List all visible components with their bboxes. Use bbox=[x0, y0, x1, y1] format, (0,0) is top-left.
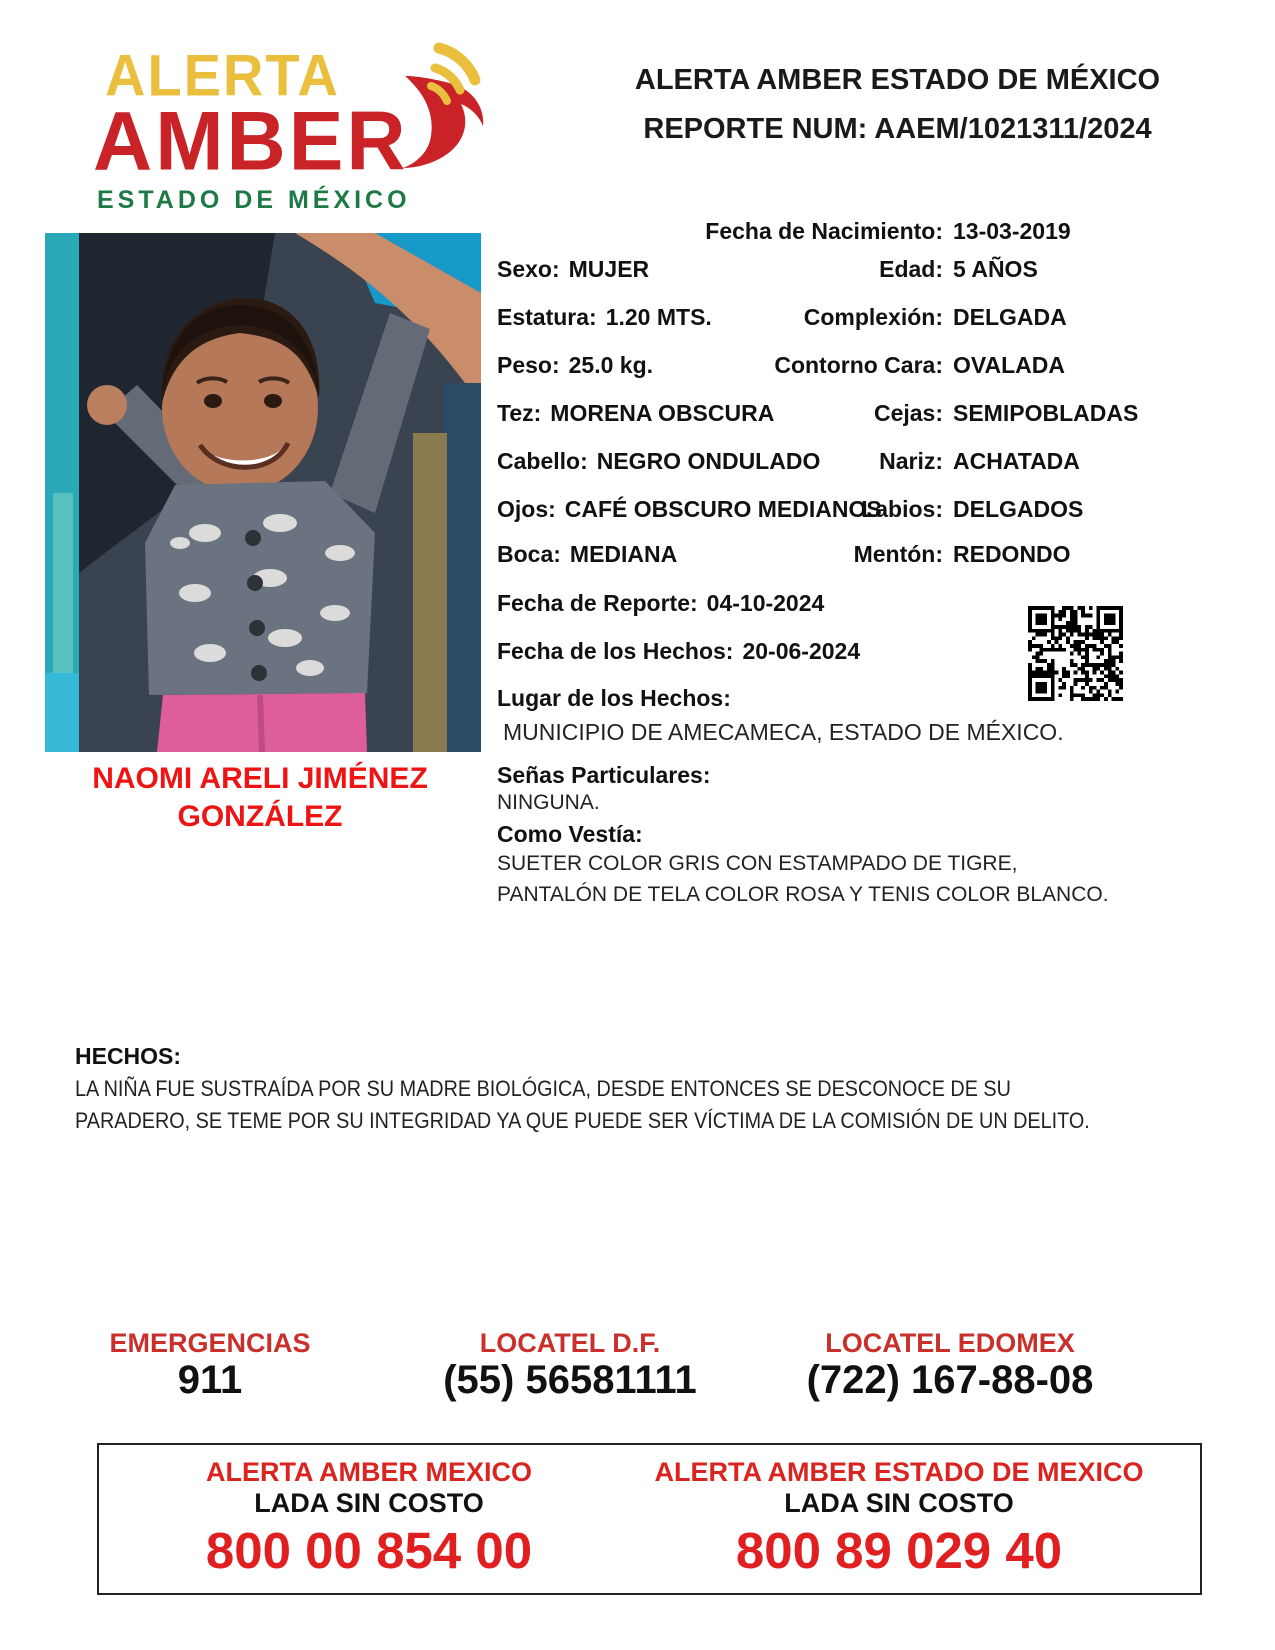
report-title: ALERTA AMBER ESTADO DE MÉXICO bbox=[634, 64, 1161, 96]
contact-label: LOCATEL EDOMEX bbox=[825, 1328, 1075, 1358]
field-value: NEGRO ONDULADO bbox=[596, 448, 821, 474]
field-label: Cejas: bbox=[873, 400, 943, 426]
senas-label: Señas Particulares: bbox=[497, 762, 711, 788]
vestia-value: SUETER COLOR GRIS CON ESTAMPADO DE TIGRE, PANTALÓN DE TELA COLOR ROSA Y TENIS COLOR BLANCO. bbox=[497, 852, 1109, 906]
field-label: Labios: bbox=[861, 496, 943, 522]
contact-emergencias bbox=[70, 1328, 350, 1402]
field-value: DELGADOS bbox=[953, 496, 1084, 522]
contact-number: (722) 167-88-08 bbox=[806, 1358, 1094, 1402]
lugar-label: Lugar de los Hechos: bbox=[497, 685, 731, 711]
field-label: Edad: bbox=[879, 256, 943, 282]
logo-word-alerta: ALERTA bbox=[105, 41, 340, 108]
field-value: CAFÉ OBSCURO MEDIANOS bbox=[564, 496, 882, 522]
field-value: 5 AÑOS bbox=[953, 256, 1038, 282]
hotline-subtitle: LADA SIN COSTO bbox=[254, 1488, 484, 1518]
info-row-cabello-nariz bbox=[497, 448, 1177, 475]
hotline-subtitle: LADA SIN COSTO bbox=[784, 1488, 1014, 1518]
field-label: Contorno Cara: bbox=[774, 352, 943, 378]
info-row-ojos-labios bbox=[497, 496, 1177, 523]
vestia-label: Como Vestía: bbox=[497, 821, 643, 847]
field-value: ACHATADA bbox=[953, 448, 1080, 474]
contact-number: (55) 56581111 bbox=[443, 1358, 697, 1402]
report-number: REPORTE NUM: AAEM/1021311/2024 bbox=[643, 113, 1152, 145]
info-row-peso-contorno bbox=[497, 352, 1177, 379]
contact-locatel-df bbox=[400, 1328, 740, 1402]
hechos-label: HECHOS: bbox=[75, 1043, 182, 1069]
field-value: SEMIPOBLADAS bbox=[953, 400, 1139, 426]
report-header bbox=[615, 56, 1180, 154]
hotline-title: ALERTA AMBER MEXICO bbox=[206, 1457, 532, 1487]
subject-name: NAOMI ARELI JIMÉNEZ GONZÁLEZ bbox=[92, 762, 428, 833]
qr-code bbox=[1028, 606, 1123, 701]
field-value: OVALADA bbox=[953, 352, 1066, 378]
field-value: DELGADA bbox=[953, 304, 1067, 330]
info-row-tez-cejas bbox=[497, 400, 1177, 427]
hotline-number: 800 89 029 40 bbox=[735, 1522, 1063, 1579]
hotline-number: 800 00 854 00 bbox=[205, 1522, 533, 1579]
alerta-amber-logo bbox=[85, 38, 485, 220]
field-label: Cabello: bbox=[497, 448, 588, 474]
field-value: 13-03-2019 bbox=[953, 218, 1071, 244]
contact-label: EMERGENCIAS bbox=[109, 1328, 311, 1358]
hotline-box bbox=[97, 1443, 1202, 1595]
info-row-nacimiento bbox=[497, 218, 1177, 245]
field-value: 04-10-2024 bbox=[706, 590, 825, 616]
field-label: Fecha de los Hechos: bbox=[497, 638, 734, 664]
field-label: Fecha de Reporte: bbox=[497, 590, 698, 616]
senas-value: NINGUNA. bbox=[497, 791, 600, 814]
field-label: Complexión: bbox=[803, 304, 943, 330]
logo-swoosh-icon bbox=[343, 38, 493, 188]
field-label: Peso: bbox=[497, 352, 560, 378]
field-value: 20-06-2024 bbox=[742, 638, 861, 664]
child-photo bbox=[45, 233, 481, 752]
field-value: 1.20 MTS. bbox=[605, 304, 712, 330]
hotline-title: ALERTA AMBER ESTADO DE MEXICO bbox=[654, 1457, 1144, 1487]
field-label: Sexo: bbox=[497, 256, 560, 282]
field-label: Mentón: bbox=[853, 541, 943, 567]
field-value: 25.0 kg. bbox=[568, 352, 654, 378]
hotline-amber-edomex bbox=[619, 1457, 1179, 1579]
field-value: MORENA OBSCURA bbox=[550, 400, 775, 426]
hotline-amber-mexico bbox=[129, 1457, 609, 1579]
contact-number: 911 bbox=[177, 1358, 243, 1402]
logo-word-estado: ESTADO DE MÉXICO bbox=[97, 186, 411, 214]
field-value: REDONDO bbox=[953, 541, 1071, 567]
lugar-value: MUNICIPIO DE AMECAMECA, ESTADO DE MÉXICO. bbox=[503, 719, 1064, 745]
info-row-sexo-edad bbox=[497, 256, 1177, 283]
logo-word-amber: AMBER bbox=[93, 94, 409, 188]
field-value: MUJER bbox=[568, 256, 650, 282]
info-row-estatura-complexion bbox=[497, 304, 1177, 331]
field-value: MEDIANA bbox=[569, 541, 678, 567]
field-label: Nariz: bbox=[879, 448, 943, 474]
field-label: Ojos: bbox=[497, 496, 556, 522]
field-label: Estatura: bbox=[497, 304, 597, 330]
field-label: Tez: bbox=[497, 400, 542, 426]
field-label: Boca: bbox=[497, 541, 561, 567]
hechos-text: LA NIÑA FUE SUSTRAÍDA POR SU MADRE BIOLÓGICA, DESDE ENTONCES SE DESCONOCE DE SU PARADERO, SE TEME POR SU INTEGRIDAD YA QUE PUEDE SER VÍCTIMA DE LA COMISIÓN DE UN DELITO. bbox=[75, 1076, 1090, 1133]
info-row-boca-menton bbox=[497, 541, 1177, 568]
field-label: Fecha de Nacimiento: bbox=[705, 218, 943, 244]
contact-label: LOCATEL D.F. bbox=[479, 1328, 661, 1358]
contact-locatel-edomex bbox=[770, 1328, 1130, 1402]
